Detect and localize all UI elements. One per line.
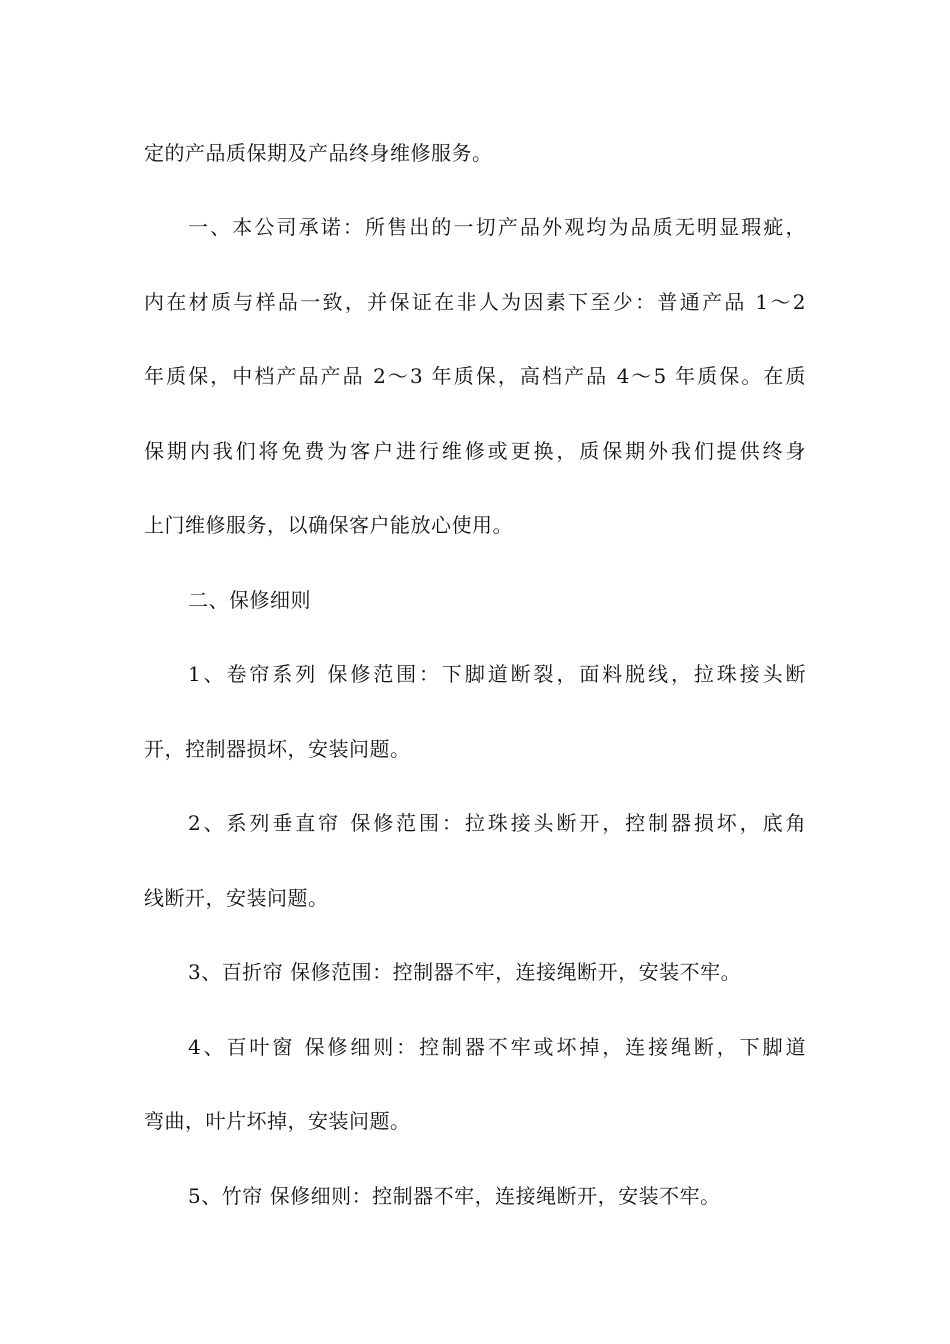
section-heading: 二、保修细则 (188, 588, 311, 612)
paragraph-line: 定的产品质保期及产品终身维修服务。 (144, 141, 493, 165)
paragraph-line: 内在材质与样品一致，并保证在非人为因素下至少：普通产品 1～2 (144, 290, 806, 314)
paragraph-line: 5、竹帘 保修细则：控制器不牢，连接绳断开，安装不牢。 (188, 1184, 721, 1208)
paragraph-line: 上门维修服务，以确保客户能放心使用。 (144, 513, 513, 537)
paragraph-line: 线断开，安装问题。 (144, 886, 329, 910)
paragraph-line: 开，控制器损坏，安装问题。 (144, 737, 411, 761)
paragraph-line: 弯曲，叶片坏掉，安装问题。 (144, 1109, 411, 1133)
paragraph-line: 3、百折帘 保修范围：控制器不牢，连接绳断开，安装不牢。 (188, 960, 742, 984)
paragraph-line: 4、百叶窗 保修细则：控制器不牢或坏掉，连接绳断，下脚道 (188, 1035, 806, 1059)
paragraph-line: 1、卷帘系列 保修范围：下脚道断裂，面料脱线，拉珠接头断 (188, 662, 806, 686)
paragraph-line: 一、本公司承诺：所售出的一切产品外观均为品质无明显瑕疵， (188, 215, 806, 239)
paragraph-line: 保期内我们将免费为客户进行维修或更换，质保期外我们提供终身 (144, 439, 806, 463)
paragraph-line: 年质保，中档产品产品 2～3 年质保，高档产品 4～5 年质保。在质 (144, 364, 806, 388)
paragraph-line: 2、系列垂直帘 保修范围：拉珠接头断开，控制器损坏，底角 (188, 811, 806, 835)
